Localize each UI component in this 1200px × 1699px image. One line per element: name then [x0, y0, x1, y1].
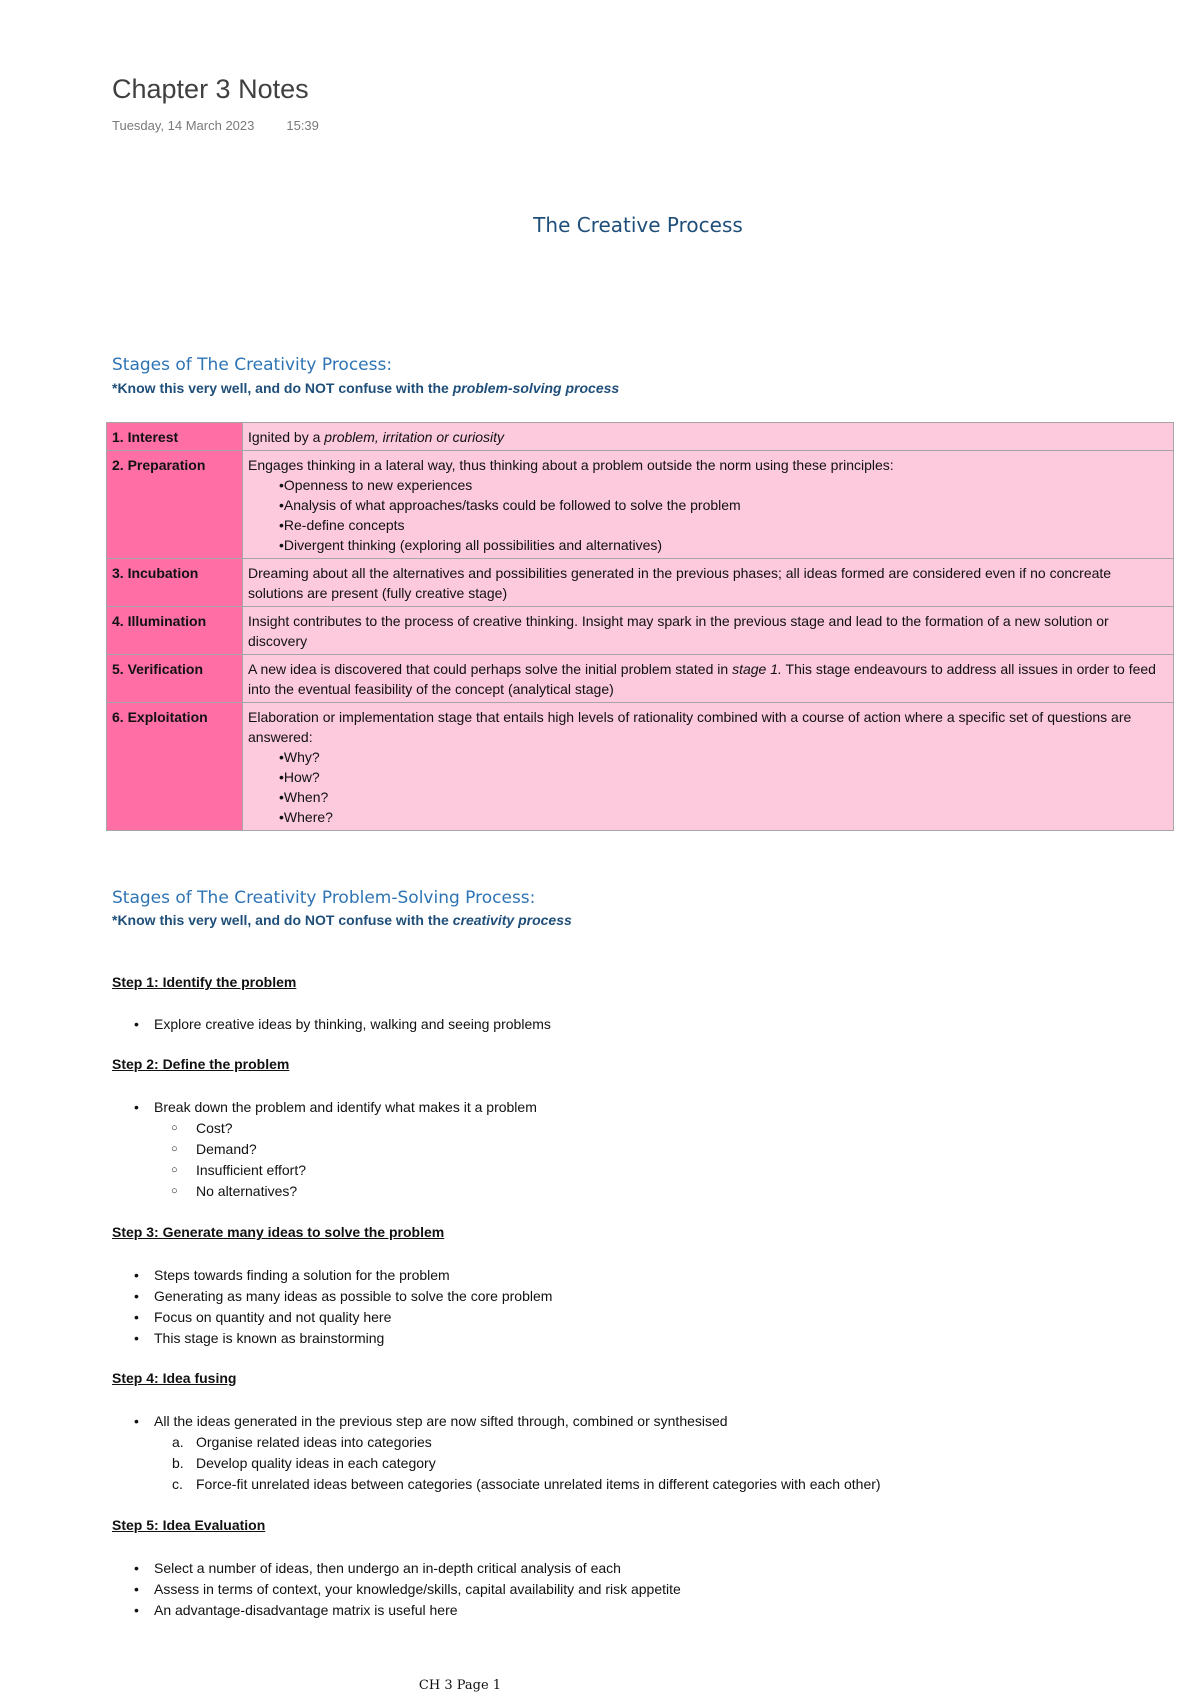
sub-list-item: c. Force-fit unrelated ideas between categories (associate unrelated items in different categories with each other) — [172, 1476, 881, 1492]
step-heading: Step 1: Identify the problem — [112, 974, 297, 990]
list-item: • Openness to new experiences — [279, 475, 1169, 495]
sub-list-item: ○ Insufficient effort? — [154, 1160, 537, 1181]
note-timestamp — [112, 118, 319, 133]
list-item: • Divergent thinking (exploring all possibilities and alternatives) — [279, 535, 1169, 555]
list-item: • When? — [279, 787, 1169, 807]
list-item: • Generating as many ideas as possible to solve the core problem — [112, 1286, 552, 1307]
list-item: • Analysis of what approaches/tasks could be followed to solve the problem — [279, 495, 1169, 515]
stage-name: 4. Illumination — [107, 607, 243, 655]
list-item: • An advantage-disadvantage matrix is useful here — [112, 1600, 681, 1621]
table-row — [107, 559, 1174, 607]
principles-list — [248, 475, 1169, 555]
table-row — [107, 703, 1174, 831]
table-row — [107, 607, 1174, 655]
stage-name: 6. Exploitation — [107, 703, 243, 831]
step-heading: Step 3: Generate many ideas to solve the problem — [112, 1224, 445, 1240]
step-heading: Step 2: Define the problem — [112, 1056, 290, 1072]
list-item: • This stage is known as brainstorming — [112, 1328, 552, 1349]
creativity-stages-table — [106, 422, 1174, 831]
step-2-list — [112, 1097, 537, 1202]
section-note-creativity-process: *Know this very well, and do NOT confuse with the problem-solving process — [112, 380, 620, 396]
page-title: Chapter 3 Notes — [112, 74, 309, 104]
list-item: • Focus on quantity and not quality here — [112, 1307, 552, 1328]
step-heading: Step 4: Idea fusing — [112, 1370, 237, 1386]
list-item: • Break down the problem and identify what makes it a problem ○ Cost? ○ Demand? ○ Insufficient effort? ○ No alternatives? — [112, 1097, 537, 1202]
stage-description: Dreaming about all the alternatives and possibilities generated in the previous phases; all ideas formed are considered even if no concreate solutions are present (fully creative stage) — [243, 559, 1174, 607]
table-row — [107, 423, 1174, 451]
stage-description: Elaboration or implementation stage that entails high levels of rationality combined with a course of action where a specific set of questions are answered: • Why? • How? • When? • Where? — [243, 703, 1174, 831]
step-1-list — [112, 1014, 551, 1035]
lettered-list — [154, 1432, 881, 1495]
sub-list-item: a. Organise related ideas into categories — [172, 1434, 432, 1450]
stage-description: Ignited by a problem, irritation or curiosity — [243, 423, 1174, 451]
sub-list-item: ○ Demand? — [154, 1139, 537, 1160]
section-heading-problem-solving-process: Stages of The Creativity Problem-Solving Process: — [112, 888, 536, 908]
stage-name: 3. Incubation — [107, 559, 243, 607]
list-item: • Re-define concepts — [279, 515, 1169, 535]
sub-list — [154, 1118, 537, 1202]
list-item: • Assess in terms of context, your knowledge/skills, capital availability and risk appetite — [112, 1579, 681, 1600]
note-date: Tuesday, 14 March 2023 — [112, 118, 255, 133]
sub-list-item: ○ No alternatives? — [154, 1181, 537, 1202]
section-note-problem-solving-process: *Know this very well, and do NOT confuse with the creativity process — [112, 912, 572, 928]
stage-name: 5. Verification — [107, 655, 243, 703]
stage-name: 1. Interest — [107, 423, 243, 451]
step-heading: Step 5: Idea Evaluation — [112, 1517, 266, 1533]
section-heading-creativity-process: Stages of The Creativity Process: — [112, 355, 393, 375]
list-item: • Steps towards finding a solution for the problem — [112, 1265, 552, 1286]
note-time: 15:39 — [286, 118, 319, 133]
stage-name: 2. Preparation — [107, 451, 243, 559]
sub-list-item: ○ Cost? — [154, 1118, 537, 1139]
sub-list-item: b. Develop quality ideas in each category — [172, 1455, 436, 1471]
list-item: • Explore creative ideas by thinking, walking and seeing problems — [112, 1014, 551, 1035]
step-5-list — [112, 1558, 681, 1621]
table-row — [107, 451, 1174, 559]
list-item: • All the ideas generated in the previous step are now sifted through, combined or synthesised a. Organise related ideas into categories b. Develop quality ideas in each category c. Force-fit unrelated ideas between categories (associate unrelated items in different categories with each other) — [112, 1411, 881, 1495]
table-row — [107, 655, 1174, 703]
stage-description: A new idea is discovered that could perhaps solve the initial problem stated in stage 1. This stage endeavours to address all issues in order to feed into the eventual feasibility of the concept (analytical stage) — [243, 655, 1174, 703]
step-4-list — [112, 1411, 881, 1495]
list-item: • Why? — [279, 747, 1169, 767]
list-item: • How? — [279, 767, 1169, 787]
stage-description: Insight contributes to the process of creative thinking. Insight may spark in the previous stage and lead to the formation of a new solution or discovery — [243, 607, 1174, 655]
stage-description: Engages thinking in a lateral way, thus thinking about a problem outside the norm using these principles: • Openness to new experiences • Analysis of what approaches/tasks could be followed to solve the problem • Re-define concepts • Divergent thinking (exploring all possibilities and alternatives) — [243, 451, 1174, 559]
page-footer: CH 3 Page 1 — [418, 1678, 502, 1693]
step-3-list — [112, 1265, 552, 1349]
list-item: • Where? — [279, 807, 1169, 827]
document-heading: The Creative Process — [533, 213, 743, 237]
questions-list — [248, 747, 1169, 827]
list-item: • Select a number of ideas, then undergo an in-depth critical analysis of each — [112, 1558, 681, 1579]
